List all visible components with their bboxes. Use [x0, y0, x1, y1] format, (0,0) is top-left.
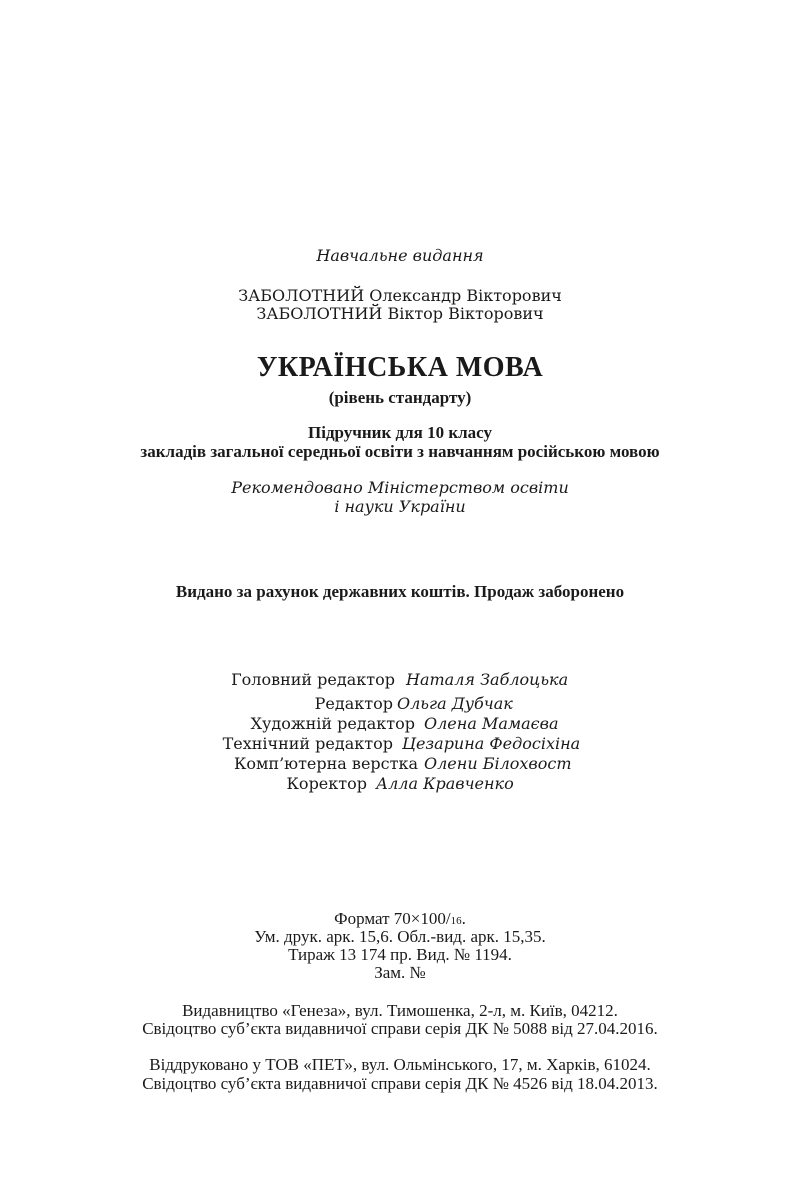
format-end: .: [461, 909, 466, 928]
credit-name: Цезарина Федосіхіна: [402, 734, 581, 753]
subtitle-line-2: закладів загальної середньої освіти з навчанням російською мовою: [140, 442, 660, 461]
credit-name: Алла Кравченко: [376, 774, 514, 793]
printer-line-1: Віддруковано у ТОВ «ПЕТ», вул. Ольмінського, 17, м. Харків, 61024.: [149, 1055, 651, 1074]
credit-name: Олена Мамаєва: [424, 714, 559, 733]
publisher-line-1: Видавництво «Генеза», вул. Тимошенка, 2-л, м. Київ, 04212.: [182, 1001, 618, 1020]
format-sub: 16: [450, 915, 462, 927]
format-main: Формат 70×100/: [334, 909, 451, 928]
book-level: (рівень стандарту): [328, 388, 472, 407]
format-line: [0, 910, 800, 927]
author-1: ЗАБОЛОТНИЙ Олександр Вікторович: [238, 286, 562, 305]
credit-name: Наталя Заблоцька: [406, 670, 569, 689]
author-2: ЗАБОЛОТНИЙ Віктор Вікторович: [256, 304, 544, 323]
print-sheets: Ум. друк. арк. 15,6. Обл.-вид. арк. 15,35.: [254, 927, 546, 946]
state-funded-notice: Видано за рахунок державних коштів. Продаж заборонено: [175, 582, 625, 601]
print-run: Тираж 13 174 пр. Вид. № 1194.: [288, 945, 512, 964]
recommendation-line-1: Рекомендовано Міністерством освіти: [231, 478, 569, 497]
credit-role: Художній редактор: [250, 714, 415, 733]
recommendation-line-2: і науки України: [334, 497, 466, 516]
subtitle-line-1: Підручник для 10 класу: [308, 423, 492, 442]
edition-type: Навчальне видання: [316, 246, 484, 265]
credit-name: Олени Білохвост: [424, 754, 572, 773]
printer-line-2: Свідоцтво суб’єкта видавничої справи серія ДК № 4526 від 18.04.2013.: [142, 1074, 658, 1093]
credit-name: Ольга Дубчак: [397, 694, 513, 713]
credit-role: Комп’ютерна верстка: [233, 754, 418, 773]
order-number: Зам. №: [374, 963, 426, 982]
credit-role: Коректор: [286, 774, 367, 793]
publisher-line-2: Свідоцтво суб’єкта видавничої справи серія ДК № 5088 від 27.04.2016.: [142, 1019, 658, 1038]
credit-role: Редактор: [314, 694, 393, 713]
credit-role: Головний редактор: [231, 670, 395, 689]
credit-role: Технічний редактор: [222, 734, 393, 753]
book-title: УКРАЇНСЬКА МОВА: [256, 352, 544, 383]
